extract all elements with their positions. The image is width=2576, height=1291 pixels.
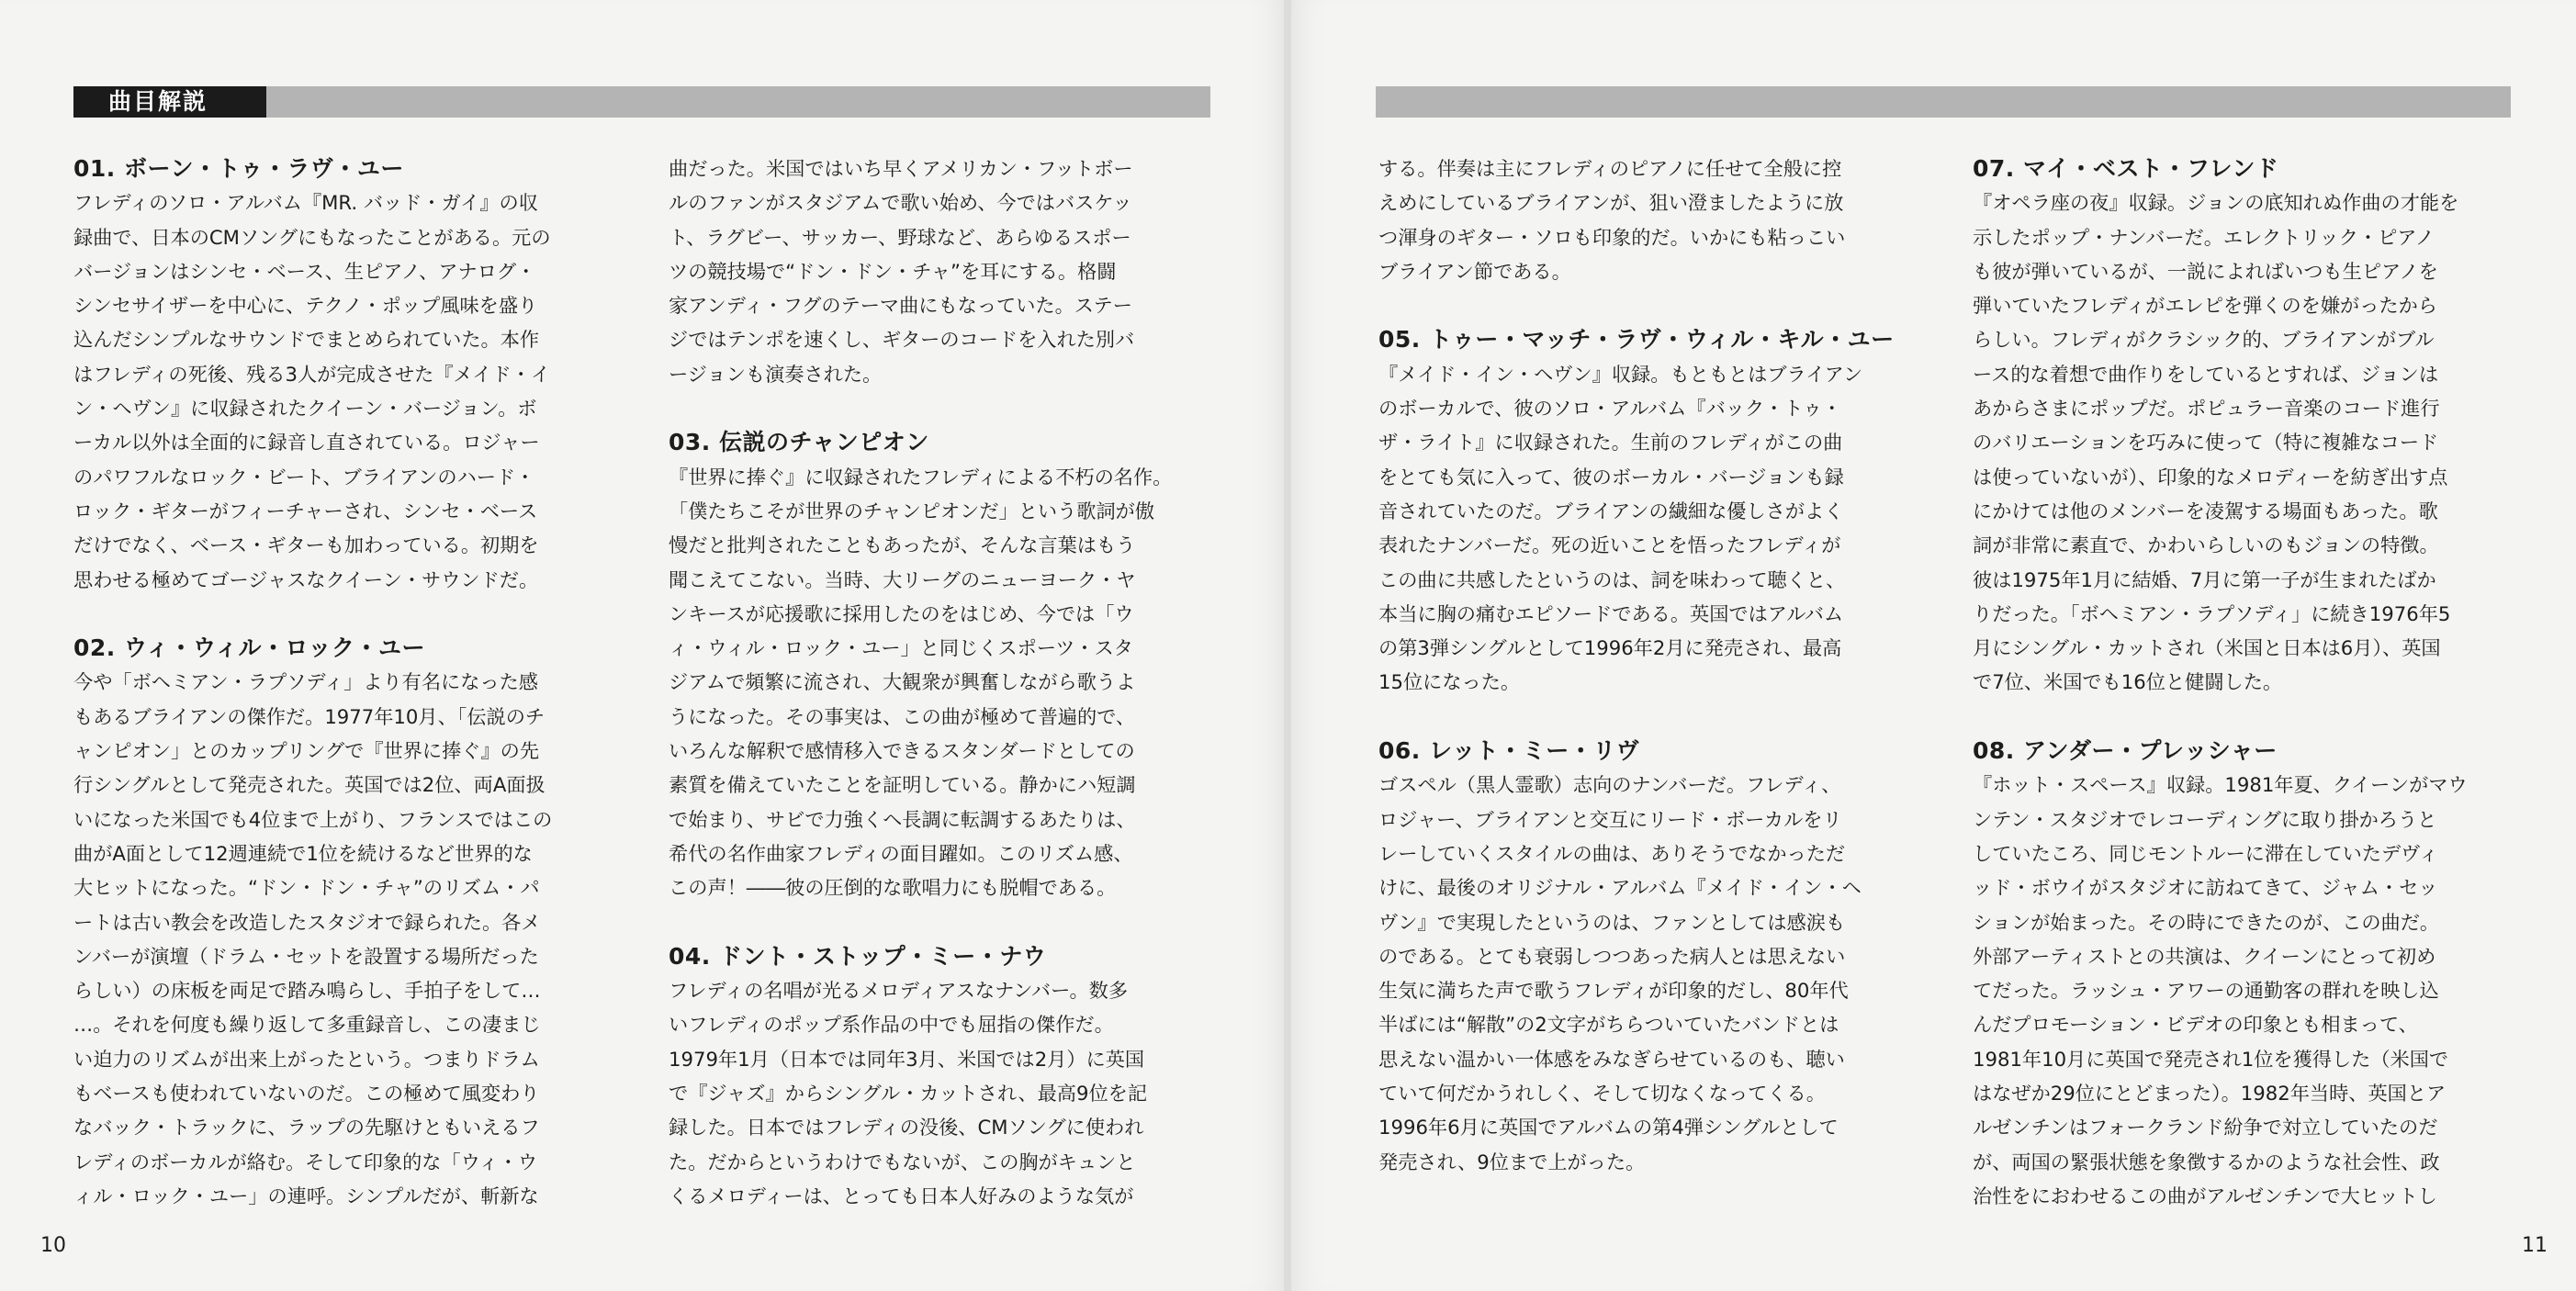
body-text-line: 『世界に捧ぐ』に収録されたフレディによる不朽の名作。 (669, 465, 1173, 488)
body-text-line: ジではテンポを速くし、ギターのコードを入れた別バ (669, 328, 1135, 352)
body-text-line: ロック・ギターがフィーチャーされ、シンセ・ベース (73, 499, 538, 522)
track-section (1973, 152, 2513, 700)
body-text-line: シンセサイザーを中心に、テクノ・ポップ風味を盛り (73, 294, 538, 318)
track-section (73, 152, 613, 597)
track-title: 04. ドント・ストップ・ミー・ナウ (669, 942, 1047, 970)
body-text-line: が、両国の緊張状態を象徴するかのような社会性、政 (1973, 1150, 2440, 1173)
body-text-line: していたころ、同じモントルーに滞在していたデヴィ (1973, 841, 2439, 865)
body-text-line: 行シングルとして発売された。英国では2位、両A面扱 (73, 773, 546, 797)
body-text-line: なバック・トラックに、ラップの先駆けともいえるフ (73, 1116, 540, 1139)
text-column-1 (73, 152, 613, 1248)
track-title: 01. ボーン・トゥ・ラヴ・ユー (73, 155, 404, 182)
body-text-line: のバリエーションを巧みに使って（特に複雑なコード (1973, 431, 2439, 455)
body-text-line: てだった。ラッシュ・アワーの通勤客の群れを映し込 (1973, 979, 2439, 1003)
body-text-line: ゴスペル（黒人霊歌）志向のナンバーだ。フレディ、 (1378, 773, 1841, 797)
body-text-line: 表れたナンバーだ。死の近いことを悟ったフレディが (1378, 533, 1841, 557)
text-column-2 (669, 152, 1209, 1248)
body-text-line: らしい。フレディがクラシック的、ブライアンがブル (1973, 328, 2435, 352)
body-text-line: つ渾身のギター・ソロも印象的だ。いかにも粘っこい (1378, 225, 1846, 249)
track-title: 05. トゥー・マッチ・ラヴ・ウィル・キル・ユー (1378, 326, 1895, 354)
body-text-line: いフレディのポップ系作品の中でも屈指の傑作だ。 (669, 1013, 1114, 1037)
body-text-line: 詞が非常に素直で、かわいらしいのもジョンの特徴。 (1973, 533, 2439, 557)
body-text-line: のパワフルなロック・ビート、ブライアンのハード・ (73, 465, 535, 488)
body-text-line: する。伴奏は主にフレディのピアノに任せて全般に控 (1378, 157, 1842, 180)
body-text-line: ンバーが演壇（ドラム・セットを設置する場所だった (73, 944, 539, 968)
body-text-line: で『ジャズ』からシングル・カットされ、最高9位を記 (669, 1082, 1148, 1106)
body-text-line: ト、ラグビー、サッカー、野球など、あらゆるスポー (669, 225, 1131, 249)
track-title: 08. アンダー・プレッシャー (1973, 737, 2278, 765)
body-text-line: ーカル以外は全面的に録音し直されている。ロジャー (73, 431, 540, 455)
body-text-line: のである。とても衰弱しつつあった病人とは思えない (1378, 944, 1846, 968)
body-text-line: 家アンディ・フグのテーマ曲にもなっていた。ステー (669, 294, 1132, 318)
body-text-line: 希代の名作曲家フレディの面目躍如。このリズム感、 (669, 841, 1133, 865)
body-text-line: のボーカルで、彼のソロ・アルバム『バック・トゥ・ (1378, 397, 1842, 421)
body-text-line: ン・ヘヴン』に収録されたクイーン・バージョン。ボ (73, 397, 537, 421)
track-section (1378, 152, 1918, 288)
body-text-line: 生気に満ちた声で歌うフレディが印象的だし、80年代 (1378, 979, 1849, 1003)
body-text-line: ザ・ライト』に収録された。生前のフレディがこの曲 (1378, 431, 1843, 455)
body-text-line: もあるブライアンの傑作だ。1977年10月、「伝説のチ (73, 704, 546, 728)
section-header-label: 曲目解説 (73, 86, 266, 118)
left-page (0, 0, 1284, 1291)
body-text-line: バージョンはシンセ・ベース、生ピアノ、アナログ・ (73, 259, 536, 283)
body-text-line: で始まり、サビで力強くヘ長調に転調するあたりは、 (669, 807, 1136, 831)
body-text-line: 「僕たちこそが世界のチャンピオンだ」という歌詞が傲 (669, 499, 1155, 522)
body-text-line: ジアムで頻繁に流され、大観衆が興奮しながら歌うよ (669, 670, 1136, 694)
body-text-line: 素質を備えていたことを証明している。静かにハ短調 (669, 773, 1136, 797)
body-text-line: ルゼンチンはフォークランド紛争で対立していたのだ (1973, 1116, 2438, 1139)
body-text-line: い迫力のリズムが出来上がったという。つまりドラム (73, 1047, 540, 1071)
body-text-line: も彼が弾いているが、一説によればいつも生ピアノを (1973, 259, 2438, 283)
body-text-line: ンテン・スタジオでレコーディングに取り掛かろうと (1973, 807, 2437, 831)
body-text-line: 『メイド・イン・ヘヴン』収録。もともとはブライアン (1378, 362, 1863, 386)
body-text-line: レーしていくスタイルの曲は、ありそうでなかっただ (1378, 841, 1846, 865)
body-text-line: をとても気に入って、彼のボーカル・バージョンも録 (1378, 465, 1844, 488)
body-text-line: 録曲で、日本のCMソングにもなったことがある。元の (73, 225, 551, 249)
body-text-line: ッド・ボウイがスタジオに訪ねてきて、ジャム・セッ (1973, 876, 2438, 900)
section-header-bar-right (1376, 86, 2511, 118)
body-text-line: この声！――彼の圧倒的な歌唱力にも脱帽である。 (669, 876, 1117, 900)
body-text-line: ンキースが応援歌に採用したのをはじめ、今では「ウ (669, 601, 1134, 625)
body-text-line: の第3弾シングルとして1996年2月に発売され、最高 (1378, 636, 1842, 660)
body-text-line: あからさまにポップだ。ポピュラー音楽のコード進行 (1973, 397, 2440, 421)
body-text-line: うになった。その事実は、この曲が極めて普遍的で、 (669, 704, 1136, 728)
track-section (73, 631, 613, 1213)
body-text-line: ャンピオン」とのカップリングで『世界に捧ぐ』の先 (73, 739, 540, 763)
body-text-line: ィル・ロック・ユー」の連呼。シンプルだが、斬新な (73, 1184, 539, 1207)
body-text-line: ース的な着想で曲作りをしているとすれば、ジョンは (1973, 362, 2439, 386)
body-text-line: 思わせる極めてゴージャスなクイーン・サウンドだ。 (73, 567, 539, 591)
track-section (669, 939, 1209, 1213)
track-section (1378, 322, 1918, 699)
text-column-3 (1378, 152, 1918, 1213)
body-text-line: で7位、米国でも16位と健闘した。 (1973, 670, 2283, 694)
body-text-line: 1979年1月（日本では同年3月、米国では2月）に英国 (669, 1047, 1145, 1071)
body-text-line: 治性をにおわせるこの曲がアルゼンチンで大ヒットし (1973, 1184, 2437, 1207)
right-page (1291, 0, 2576, 1291)
body-text-line: ションが始まった。その時にできたのが、この曲だ。 (1973, 910, 2440, 934)
body-text-line: らしい）の床板を両足で踏み鳴らし、手拍子をして… (73, 979, 541, 1003)
body-text-line: んだプロモーション・ビデオの印象とも相まって、 (1973, 1013, 2418, 1037)
body-text-line: 15位になった。 (1378, 670, 1521, 694)
body-text-line: …。それを何度も繰り返して多重録音し、この凄まじ (73, 1013, 541, 1037)
track-title: 02. ウィ・ウィル・ロック・ユー (73, 634, 425, 662)
body-text-line: フレディのソロ・アルバム『MR. バッド・ガイ』の収 (73, 191, 538, 215)
body-text-line: 大ヒットになった。“ドン・ドン・チャ”のリズム・パ (73, 876, 540, 900)
body-text-line: 月にシングル・カットされ（米国と日本は6月）、英国 (1973, 636, 2441, 660)
body-text-line: けに、最後のオリジナル・アルバム『メイド・イン・ヘ (1378, 876, 1862, 900)
body-text-line: ていて何だかうれしく、そして切なくなってくる。 (1378, 1082, 1826, 1106)
body-text-line: 曲だった。米国ではいち早くアメリカン・フットボー (669, 157, 1133, 180)
page-number-right: 11 (2522, 1234, 2548, 1257)
track-title: 03. 伝説のチャンピオン (669, 429, 929, 456)
body-text-line: 弾いていたフレディがエレピを弾くのを嫌がったから (1973, 294, 2437, 318)
body-text-line: 示したポップ・ナンバーだ。エレクトリック・ピアノ (1973, 225, 2435, 249)
body-text-line: ツの競技場で“ドン・ドン・チャ”を耳にする。格闘 (669, 259, 1117, 283)
body-text-line: にかけては他のメンバーを凌駕する場面もあった。歌 (1973, 499, 2438, 522)
body-text-line: 本当に胸の痛むエピソードである。英国ではアルバム (1378, 601, 1844, 625)
body-text-line: レディのボーカルが絡む。そして印象的な「ウィ・ウ (73, 1150, 538, 1173)
body-text-line: 1996年6月に英国でアルバムの第4弾シングルとして (1378, 1116, 1839, 1139)
body-text-line: 慢だと批判されたこともあったが、そんな言葉はもう (669, 533, 1136, 557)
body-text-line: えめにしているブライアンが、狙い澄ましたように放 (1378, 191, 1844, 215)
body-text-line: はなぜか29位にとどまった）。1982年当時、英国とア (1973, 1082, 2447, 1106)
body-text-line: 外部アーティストとの共演は、クイーンにとって初め (1973, 944, 2436, 968)
body-text-line: 思えない温かい一体感をみなぎらせているのも、聴い (1378, 1047, 1845, 1071)
body-text-line: ロジャー、ブライアンと交互にリード・ボーカルをリ (1378, 807, 1842, 831)
body-text-line: 込んだシンプルなサウンドでまとめられていた。本作 (73, 328, 540, 352)
body-text-line: この曲に共感したというのは、詞を味わって聴くと、 (1378, 567, 1846, 591)
body-text-line: ィ・ウィル・ロック・ユー」と同じくスポーツ・スタ (669, 636, 1133, 660)
body-text-line: いになった米国でも4位まで上がり、フランスではこの (73, 807, 553, 831)
page-number-left: 10 (40, 1234, 66, 1257)
body-text-line: 彼は1975年1月に結婚、7月に第一子が生まれたばか (1973, 567, 2436, 591)
body-text-line: だけでなく、ベース・ギターも加わっている。初期を (73, 533, 539, 557)
body-text-line: フレディの名唱が光るメロディアスなナンバー。数多 (669, 979, 1129, 1003)
body-text-line: 曲がA面として12週連続で1位を続けるなど世界的な (73, 841, 533, 865)
book-spine (1284, 0, 1291, 1291)
body-text-line: 半ばには“解散”の2文字がちらついていたバンドとは (1378, 1013, 1839, 1037)
track-title: 07. マイ・ベスト・フレンド (1973, 155, 2279, 182)
body-text-line: 1981年10月に英国で発売され1位を獲得した（米国で (1973, 1047, 2449, 1071)
body-text-line: ヴン』で実現したというのは、ファンとしては感涙も (1378, 910, 1846, 934)
body-text-line: ージョンも演奏された。 (669, 362, 883, 386)
body-text-line: いろんな解釈で感情移入できるスタンダードとしての (669, 739, 1135, 763)
text-column-4 (1973, 152, 2513, 1248)
body-text-line: 聞こえてこない。当時、大リーグのニューヨーク・ヤ (669, 567, 1136, 591)
track-section (1973, 734, 2513, 1213)
track-section (669, 425, 1209, 904)
body-text-line: ルのファンがスタジアムで歌い始め、今ではバスケッ (669, 191, 1132, 215)
body-text-line: くるメロディーは、とっても日本人好みのような気が (669, 1184, 1134, 1207)
body-text-line: 『ホット・スペース』収録。1981年夏、クイーンがマウ (1973, 773, 2468, 797)
body-text-line: 今や「ボヘミアン・ラプソディ」より有名になった感 (73, 670, 538, 694)
track-section (669, 152, 1209, 391)
body-text-line: た。だからというわけでもないが、この胸がキュンと (669, 1150, 1136, 1173)
body-text-line: ブライアン節である。 (1378, 259, 1571, 283)
body-text-line: は使っていないが）、印象的なメロディーを紡ぎ出す点 (1973, 465, 2448, 488)
body-text-line: もベースも使われていないのだ。この極めて風変わり (73, 1082, 540, 1106)
section-header-bar (73, 86, 1210, 118)
track-title: 06. レット・ミー・リヴ (1378, 737, 1640, 765)
body-text-line: 発売され、9位まで上がった。 (1378, 1150, 1646, 1173)
body-text-line: はフレディの死後、残る3人が完成させた『メイド・イ (73, 362, 551, 386)
body-text-line: りだった。「ボヘミアン・ラプソディ」に続き1976年5 (1973, 601, 2451, 625)
body-text-line: 録した。日本ではフレディの没後、CMソングに使われ (669, 1116, 1144, 1139)
body-text-line: 音されていたのだ。ブライアンの繊細な優しさがよく (1378, 499, 1844, 522)
body-text-line: 『オペラ座の夜』収録。ジョンの底知れぬ作曲の才能を (1973, 191, 2459, 215)
body-text-line: ートは古い教会を改造したスタジオで録られた。各メ (73, 910, 541, 934)
track-section (1378, 734, 1918, 1179)
